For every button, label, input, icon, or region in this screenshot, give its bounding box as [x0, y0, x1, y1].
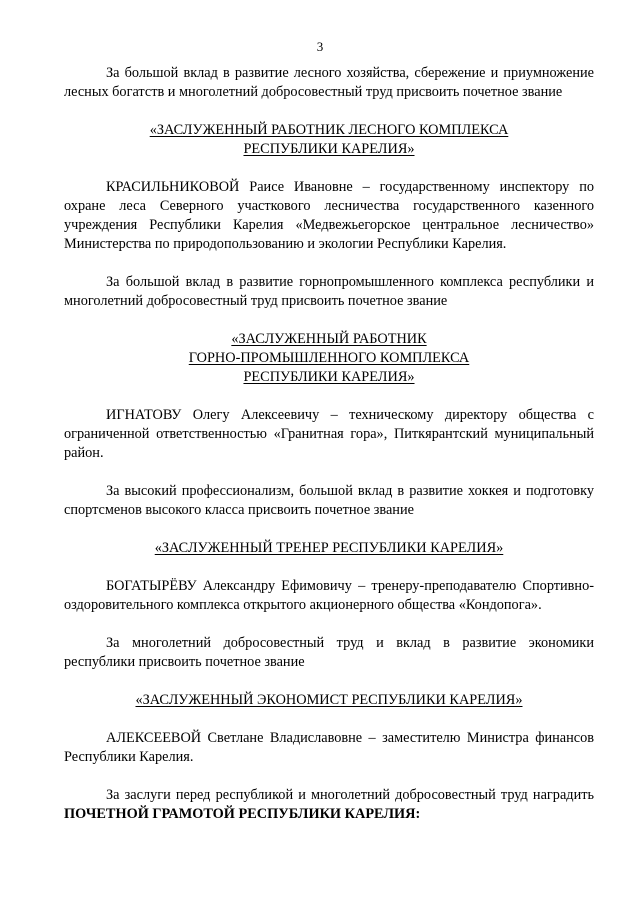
- award-intro-mining: За большой вклад в развитие горнопромышленного комплекса республики и многолетний добросовестный труд присвоить почетное звание: [64, 274, 594, 309]
- award-intro-economist: За многолетний добросовестный труд и вклад в развитие экономики республики присвоить почетное звание: [64, 635, 594, 670]
- document-body: [64, 64, 594, 824]
- award-title-line: РЕСПУБЛИКИ КАРЕЛИЯ»: [243, 141, 415, 157]
- award-title-line: «ЗАСЛУЖЕННЫЙ ЭКОНОМИСТ РЕСПУБЛИКИ КАРЕЛИЯ»: [135, 692, 523, 708]
- awardee-economist: АЛЕКСЕЕВОЙ Светлане Владиславовне – заместителю Министра финансов Республики Карелия.: [64, 730, 594, 765]
- final-award-name: ПОЧЕТНОЙ ГРАМОТОЙ РЕСПУБЛИКИ КАРЕЛИЯ:: [64, 806, 421, 822]
- awardee-coach: БОГАТЫРЁВУ Александру Ефимовичу – тренеру-преподавателю Спортивно-оздоровительного комплекса открытого акционерного общества «Кондопога».: [64, 578, 594, 613]
- awardee-mining: ИГНАТОВУ Олегу Алексеевичу – техническому директору общества с ограниченной ответственностью «Гранитная гора», Питкярантский муниципальный район.: [64, 407, 594, 461]
- award-title-economist: [64, 691, 594, 710]
- page-number: 3: [316, 39, 324, 54]
- award-title-coach: [64, 539, 594, 558]
- award-title-mining: [64, 330, 594, 387]
- awardee-forest: КРАСИЛЬНИКОВОЙ Раисе Ивановне – государственному инспектору по охране леса Северного участкового лесничества государственного казенного учреждения Республики Карелия «Медвежьегорское центральное лесничество» Министерства по природопользованию и экологии Республики Карелия.: [64, 179, 594, 252]
- final-award-paragraph: [64, 786, 594, 824]
- award-title-forest: [64, 121, 594, 159]
- final-award-intro: За заслуги перед республикой и многолетний добросовестный труд наградить: [106, 787, 594, 803]
- award-title-line: ГОРНО-ПРОМЫШЛЕННОГО КОМПЛЕКСА: [188, 350, 470, 366]
- award-title-line: «ЗАСЛУЖЕННЫЙ РАБОТНИК: [231, 331, 427, 347]
- award-title-line: «ЗАСЛУЖЕННЫЙ РАБОТНИК ЛЕСНОГО КОМПЛЕКСА: [149, 122, 509, 138]
- award-intro-coach: За высокий профессионализм, большой вклад в развитие хоккея и подготовку спортсменов высокого класса присвоить почетное звание: [64, 483, 594, 518]
- award-title-line: «ЗАСЛУЖЕННЫЙ ТРЕНЕР РЕСПУБЛИКИ КАРЕЛИЯ»: [154, 540, 504, 556]
- award-title-line: РЕСПУБЛИКИ КАРЕЛИЯ»: [243, 369, 415, 385]
- award-intro-forest: За большой вклад в развитие лесного хозяйства, сбережение и приумножение лесных богатств и многолетний добросовестный труд присвоить почетное звание: [64, 65, 594, 100]
